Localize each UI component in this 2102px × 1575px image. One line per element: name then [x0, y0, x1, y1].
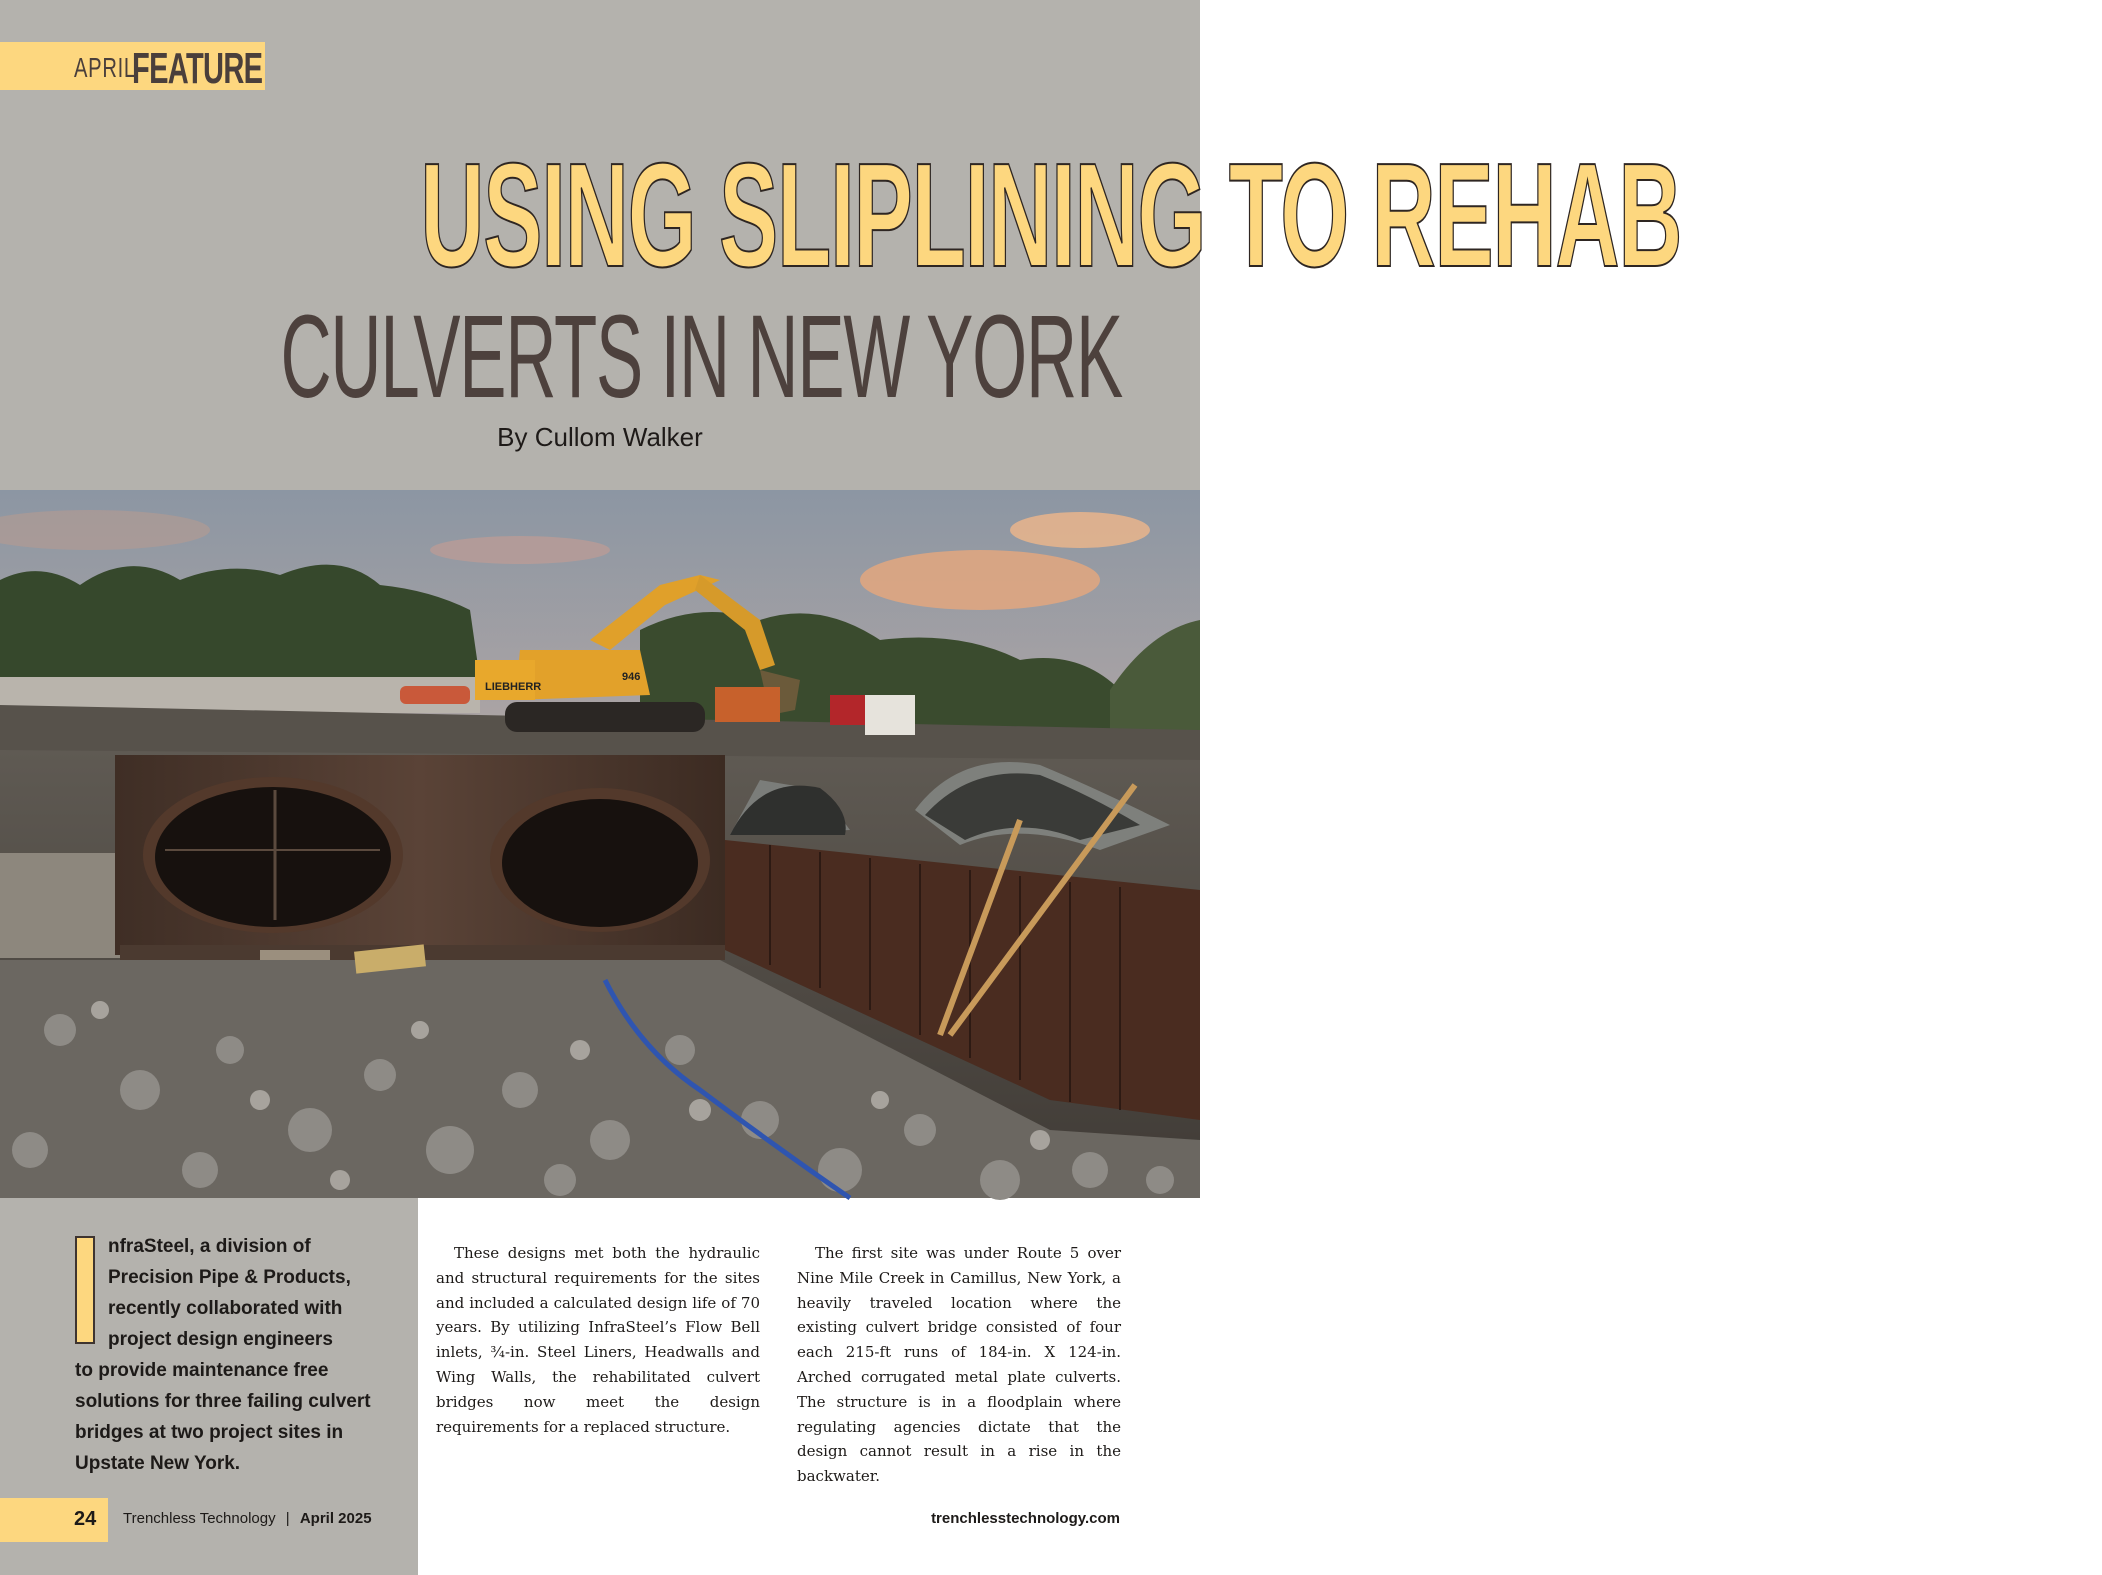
body-column-1 — [436, 1241, 760, 1439]
svg-text:LIEBHERR: LIEBHERR — [485, 681, 542, 693]
section-kicker — [0, 42, 265, 93]
lead-line-8: Upstate New York. — [75, 1453, 241, 1474]
issue-date: April 2025 — [299, 1510, 372, 1527]
lead-line-5: to provide maintenance free — [75, 1360, 329, 1381]
lead-paragraph — [75, 1231, 395, 1479]
header-panel — [0, 0, 1682, 490]
footer-publication — [123, 1510, 372, 1527]
byline: By Cullom Walker — [497, 422, 703, 452]
footer-separator: | — [285, 1510, 290, 1527]
publication-name: Trenchless Technology — [123, 1510, 276, 1527]
body-paragraph-1: These designs met both the hydraulic and structural requirements for the sites and included a calculated design life of 70 years. By utilizing InfraSteel’s Flow Bell inlets, ¾-in. Steel Liners, Headwalls and Wing Walls, the rehabilitated culvert bridges now meet the design requirements for a replaced structure. — [436, 1244, 760, 1436]
headline-line-2: CULVERTS IN NEW YORK — [280, 291, 1123, 423]
lead-line-7: bridges at two project sites in — [75, 1422, 344, 1443]
page-number: 24 — [74, 1508, 97, 1530]
body-column-2 — [797, 1241, 1121, 1489]
headline-line-1: USING SLIPLINING TO REHAB — [420, 133, 1682, 298]
svg-text:946: 946 — [622, 671, 641, 683]
lead-line-1: nfraSteel, a division of — [108, 1236, 311, 1257]
headline-line-2-wrap — [0, 291, 1200, 423]
lead-line-6: solutions for three failing culvert — [75, 1391, 371, 1412]
lead-line-4: project design engineers — [108, 1329, 333, 1350]
lead-line-3: recently collaborated with — [108, 1298, 343, 1319]
feature-photo — [0, 490, 1200, 1198]
lead-line-2: Precision Pipe & Products, — [108, 1267, 351, 1288]
body-paragraph-2: The first site was under Route 5 over Nine Mile Creek in Camillus, New York, a heavily traveled location where the existing culvert bridge consisted of four each 215-ft runs of 184-in. X 124-in. Arched corrugated metal plate culverts. The structure is in a floodplain where regulating agencies dictate that the design cannot result in a rise in the backwater. — [797, 1244, 1121, 1486]
kicker-section: FEATURE — [132, 44, 263, 93]
kicker-month: APRIL — [74, 52, 136, 83]
headline-line-1-wrap — [0, 133, 1682, 298]
website-link[interactable]: trenchlesstechnology.com — [931, 1510, 1120, 1527]
page-number-tab — [0, 1498, 108, 1542]
